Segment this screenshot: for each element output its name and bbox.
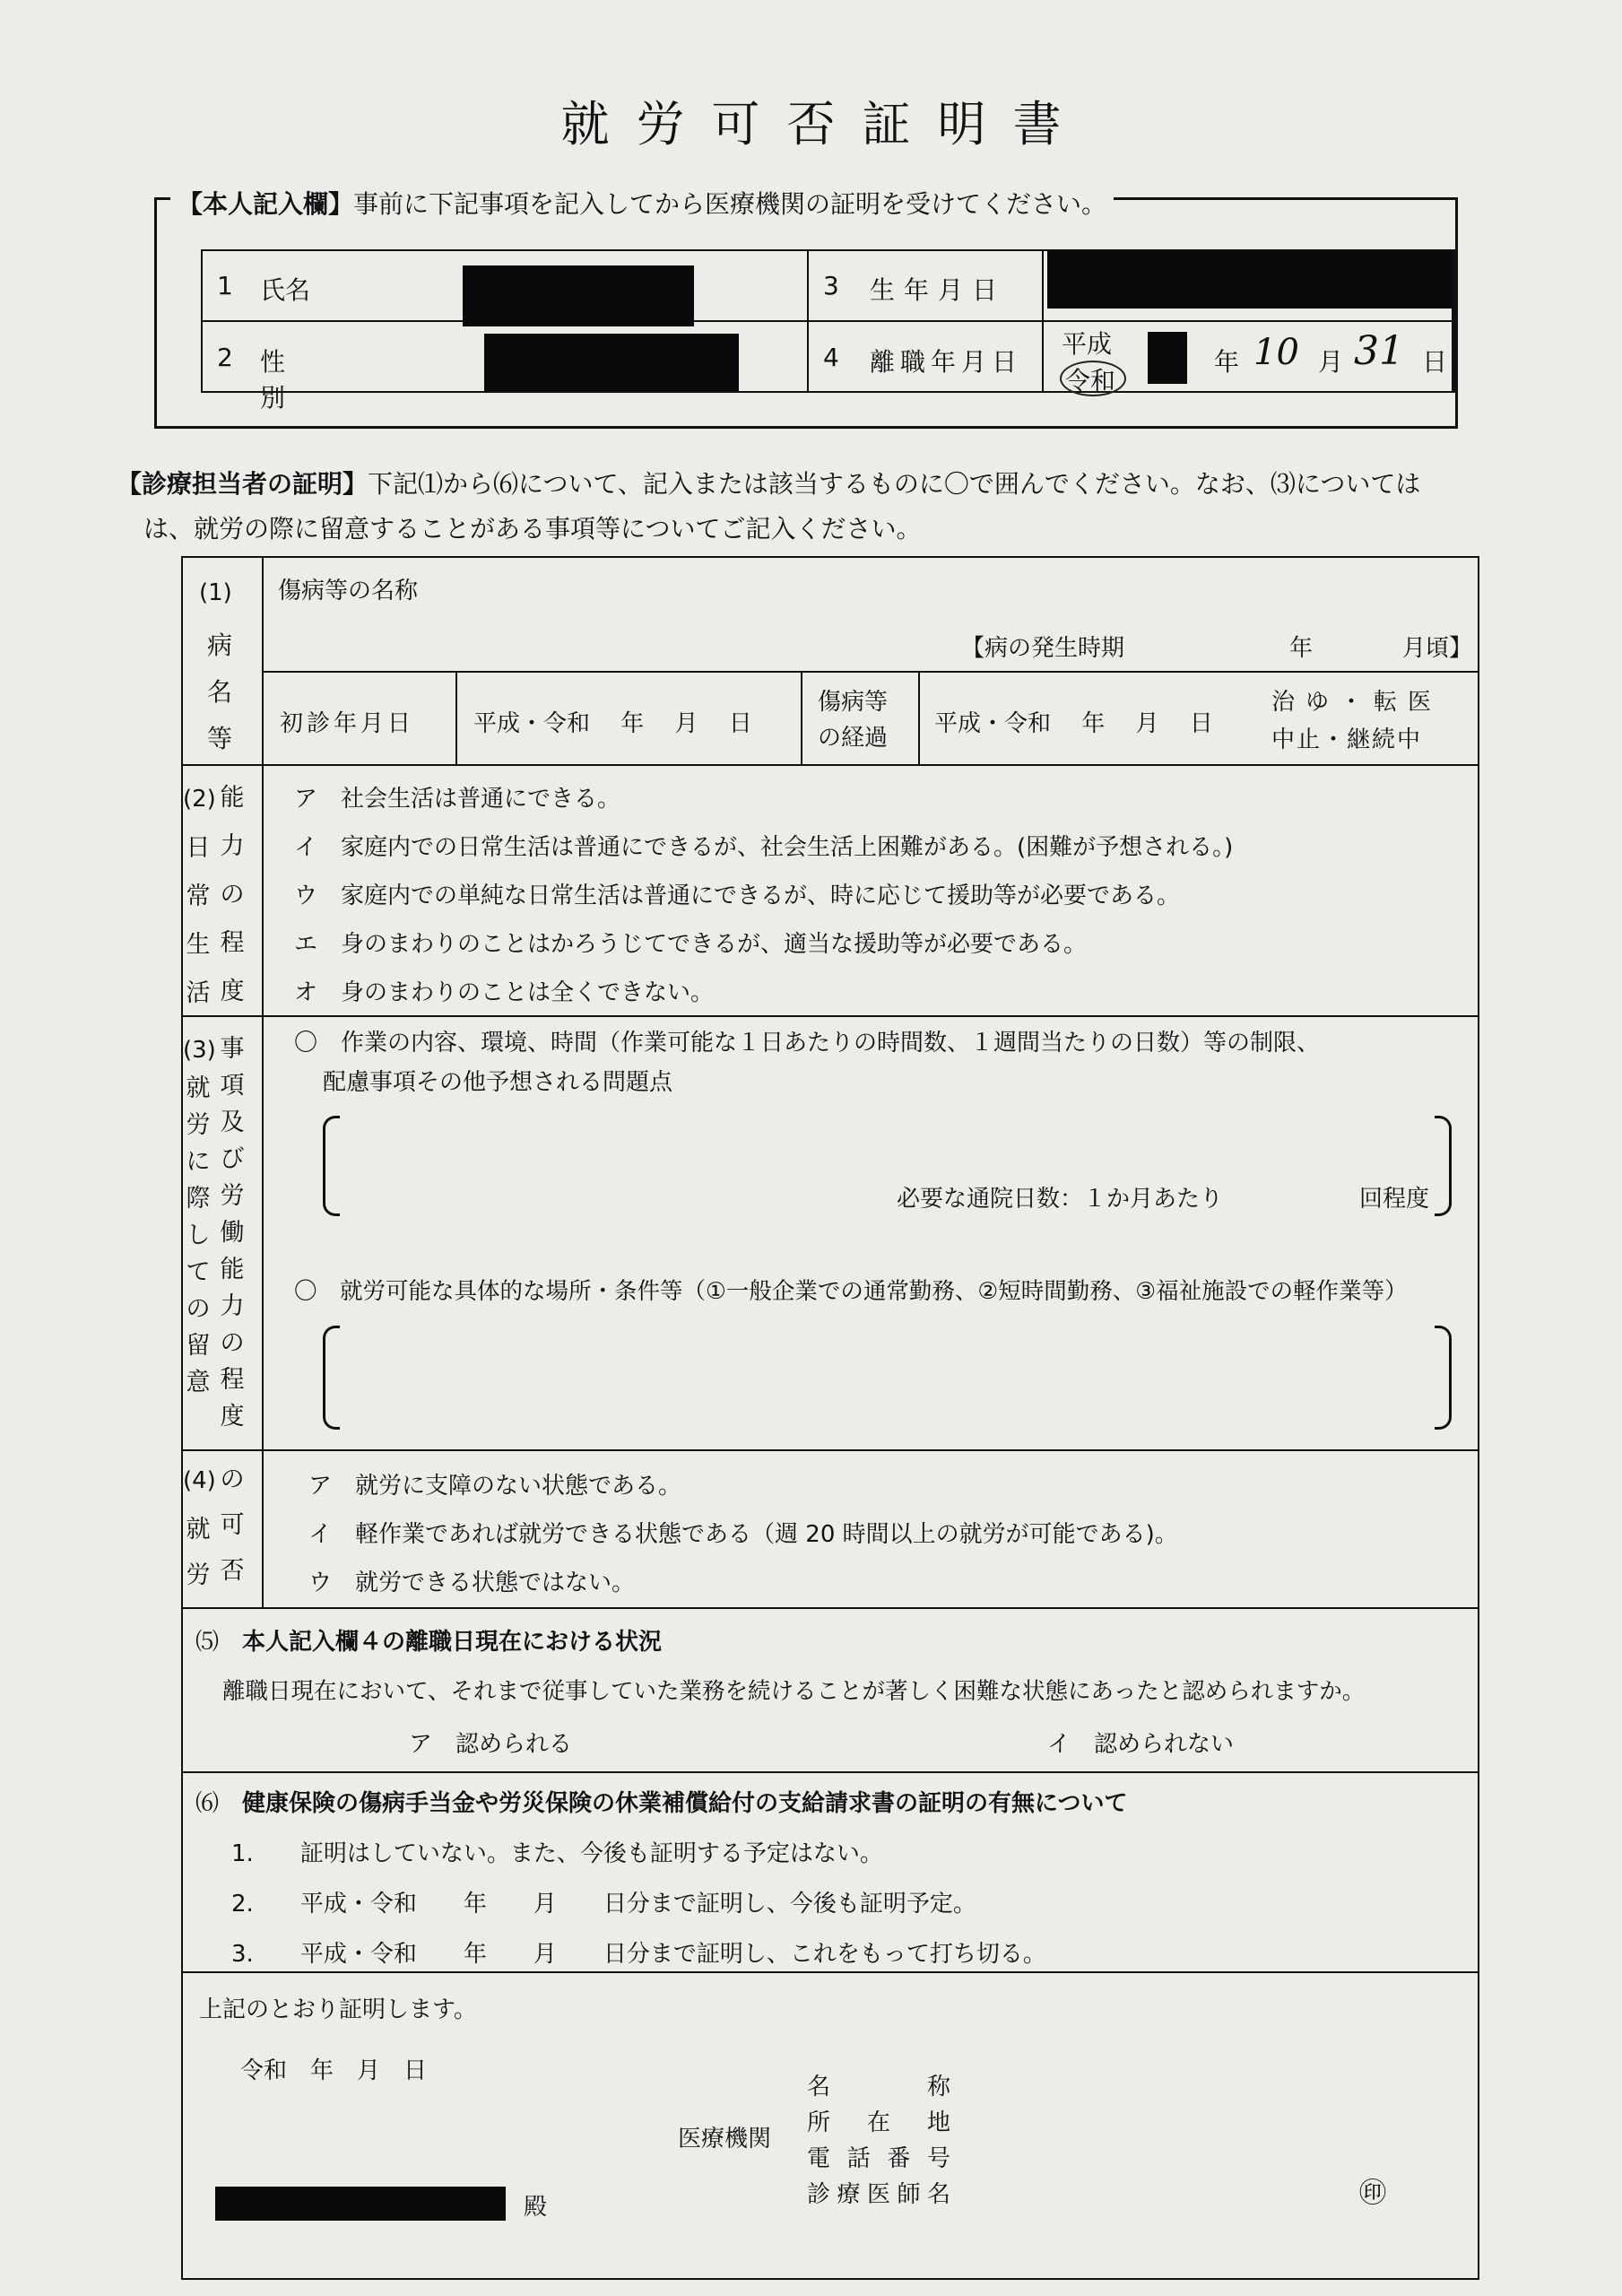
- course-label-2: の経過: [818, 725, 889, 752]
- sec6-item-2: 2. 平成・令和 年 月 日分まで証明し、今後も証明予定。: [231, 1891, 976, 1918]
- sec2-option-a: ア 社会生活は普通にできる。: [294, 786, 621, 813]
- doctor-name-label: 診療医師名: [807, 2181, 950, 2208]
- sec4-label-col2: の 可 否: [220, 1465, 245, 1585]
- sec4-option-c: ウ 就労できる状態ではない。: [308, 1570, 636, 1596]
- onset-label: 【病の発生時期: [961, 635, 1125, 662]
- sec4-option-b: イ 軽作業であれば就労できる状態である（週 20 時間以上の就労が可能である)。: [308, 1521, 1178, 1548]
- name-num: 1: [217, 271, 233, 300]
- first-visit-label: 初診年月日: [280, 710, 415, 737]
- separation-year-suffix: 年: [1214, 347, 1240, 377]
- separation-month: 10: [1253, 332, 1299, 373]
- separation-day: 31: [1354, 328, 1404, 374]
- sec4-label-col1: 就 労: [186, 1516, 211, 1589]
- gender-label: 性別: [260, 347, 351, 413]
- era-reiwa-circle: [1060, 361, 1126, 396]
- sec5-option-a: ア 認められる: [409, 1731, 573, 1758]
- sec5-option-b: イ 認められない: [1047, 1731, 1235, 1758]
- sec1-label: 病 名 等: [206, 631, 232, 753]
- sec3-bracket2-left: [323, 1326, 340, 1430]
- sec5-title: ⑸ 本人記入欄４の離職日現在における状況: [195, 1629, 663, 1656]
- sec3-item2: 〇 就労可能な具体的な場所・条件等（①一般企業での通常勤務、②短時間勤務、③福祉施設での軽作業等）: [294, 1278, 1408, 1305]
- sec2-option-d: エ 身のまわりのことはかろうじてできるが、適当な援助等が必要である。: [294, 931, 1088, 958]
- sec2-option-c: ウ 家庭内での単純な日常生活は普通にできるが、時に応じて援助等が必要である。: [294, 883, 1181, 909]
- page-title: 就労可否証明書: [560, 96, 1089, 152]
- sec3-bracket2-right: [1435, 1326, 1452, 1430]
- sec3-label-col2: 事 項 及 び 労 働 能 力 の 程 度: [220, 1035, 245, 1431]
- redacted-gender: [484, 334, 739, 391]
- sec3-label-col1: 就 労 に 際 し て の 留 意: [186, 1074, 211, 1396]
- gender-num: 2: [217, 343, 233, 372]
- visits-suffix: 回程度: [1359, 1186, 1430, 1213]
- sec5-question: 離職日現在において、それまで従事していた業務を続けることが著しく困難な状態にあったと認められますか。: [222, 1678, 1366, 1705]
- sec3-item1-line2: 配慮事項その他予想される問題点: [323, 1069, 673, 1096]
- sec2-option-b: イ 家庭内での日常生活は普通にできるが、社会生活上困難がある。(困難が予想される。): [294, 834, 1234, 861]
- sec3-bracket1-right: [1435, 1116, 1452, 1216]
- sec4-option-a: ア 就労に支障のない状態である。: [308, 1473, 682, 1500]
- sec2-option-e: オ 身のまわりのことは全くできない。: [294, 979, 715, 1006]
- self-entry-instruction: 事前に下記事項を記入してから医療機関の証明を受けてください。: [353, 189, 1107, 219]
- visits-label: 必要な通院日数：１か月あたり: [897, 1186, 1224, 1213]
- onset-month: 月頃】: [1402, 635, 1473, 662]
- birthdate-label: 生年月日: [870, 275, 1007, 305]
- self-entry-header: [170, 185, 1114, 221]
- sec3-num: (3): [183, 1037, 216, 1064]
- doctor-instruction-1: 【診療担当者の証明】下記⑴から⑹について、記入または該当するものに〇で囲んでください。なお、⑶については: [117, 469, 1421, 499]
- institution-name-label: 名称: [807, 2074, 950, 2100]
- redacted-birthdate: [1047, 251, 1453, 309]
- institution-phone-label: 電話番号: [807, 2145, 950, 2172]
- self-entry-tag: 【本人記入欄】: [178, 189, 354, 219]
- certify-date: 令和 年 月 日: [240, 2057, 428, 2084]
- separation-day-suffix: 日: [1422, 347, 1448, 377]
- onset-year: 年: [1289, 635, 1314, 662]
- seal-mark: ㊞: [1359, 2178, 1386, 2209]
- doctor-instruction-2: は、就労の際に留意することがある事項等についてご記入ください。: [143, 514, 922, 544]
- sec3-item1-line1: 〇 作業の内容、環境、時間（作業可能な１日あたりの時間数、１週間当たりの日数）等の制限、: [294, 1030, 1321, 1057]
- doctor-tag: 【診療担当者の証明】: [117, 469, 369, 499]
- redacted-separation-year: [1148, 332, 1187, 384]
- era-heisei: 平成: [1062, 329, 1113, 359]
- separation-date-label: 離職年月日: [870, 347, 1023, 377]
- course-label-1: 傷病等: [818, 689, 889, 716]
- institution-address-label: 所在地: [807, 2109, 950, 2136]
- birthdate-num: 3: [823, 271, 839, 300]
- outcome-1: 治ゆ・転医: [1271, 689, 1443, 716]
- disease-name-label: 傷病等の名称: [278, 578, 419, 604]
- sec6-item-3: 3. 平成・令和 年 月 日分まで証明し、これをもって打ち切る。: [231, 1941, 1046, 1968]
- outcome-2: 中止・継続中: [1271, 726, 1423, 753]
- sec2-label-col1: 日 常 生 活: [186, 834, 211, 1007]
- first-visit-date: 平成・令和 年 月 日: [473, 710, 752, 737]
- redacted-addressee: [215, 2187, 506, 2221]
- sec6-title: ⑹ 健康保険の傷病手当金や労災保険の休業補償給付の支給請求書の証明の有無について: [195, 1790, 1128, 1817]
- institution-label: 医療機関: [678, 2126, 772, 2152]
- name-label: 氏名: [260, 275, 311, 305]
- separation-month-suffix: 月: [1318, 347, 1344, 377]
- redacted-name: [463, 265, 694, 326]
- era-reiwa: 令和: [1065, 366, 1116, 396]
- sec4-num: (4): [183, 1467, 216, 1494]
- addressee-suffix: 殿: [524, 2194, 548, 2221]
- certify-text: 上記のとおり証明します。: [199, 1996, 477, 2023]
- course-date: 平成・令和 年 月 日: [934, 710, 1213, 737]
- sec2-label-col2: 能 力 の 程 度: [220, 784, 245, 1005]
- sec1-num: (1): [199, 579, 232, 606]
- separation-date-num: 4: [823, 343, 839, 372]
- sec3-bracket1-left: [323, 1116, 340, 1216]
- sec2-num: (2): [183, 786, 216, 813]
- sec6-item-1: 1. 証明はしていない。また、今後も証明する予定はない。: [231, 1840, 883, 1867]
